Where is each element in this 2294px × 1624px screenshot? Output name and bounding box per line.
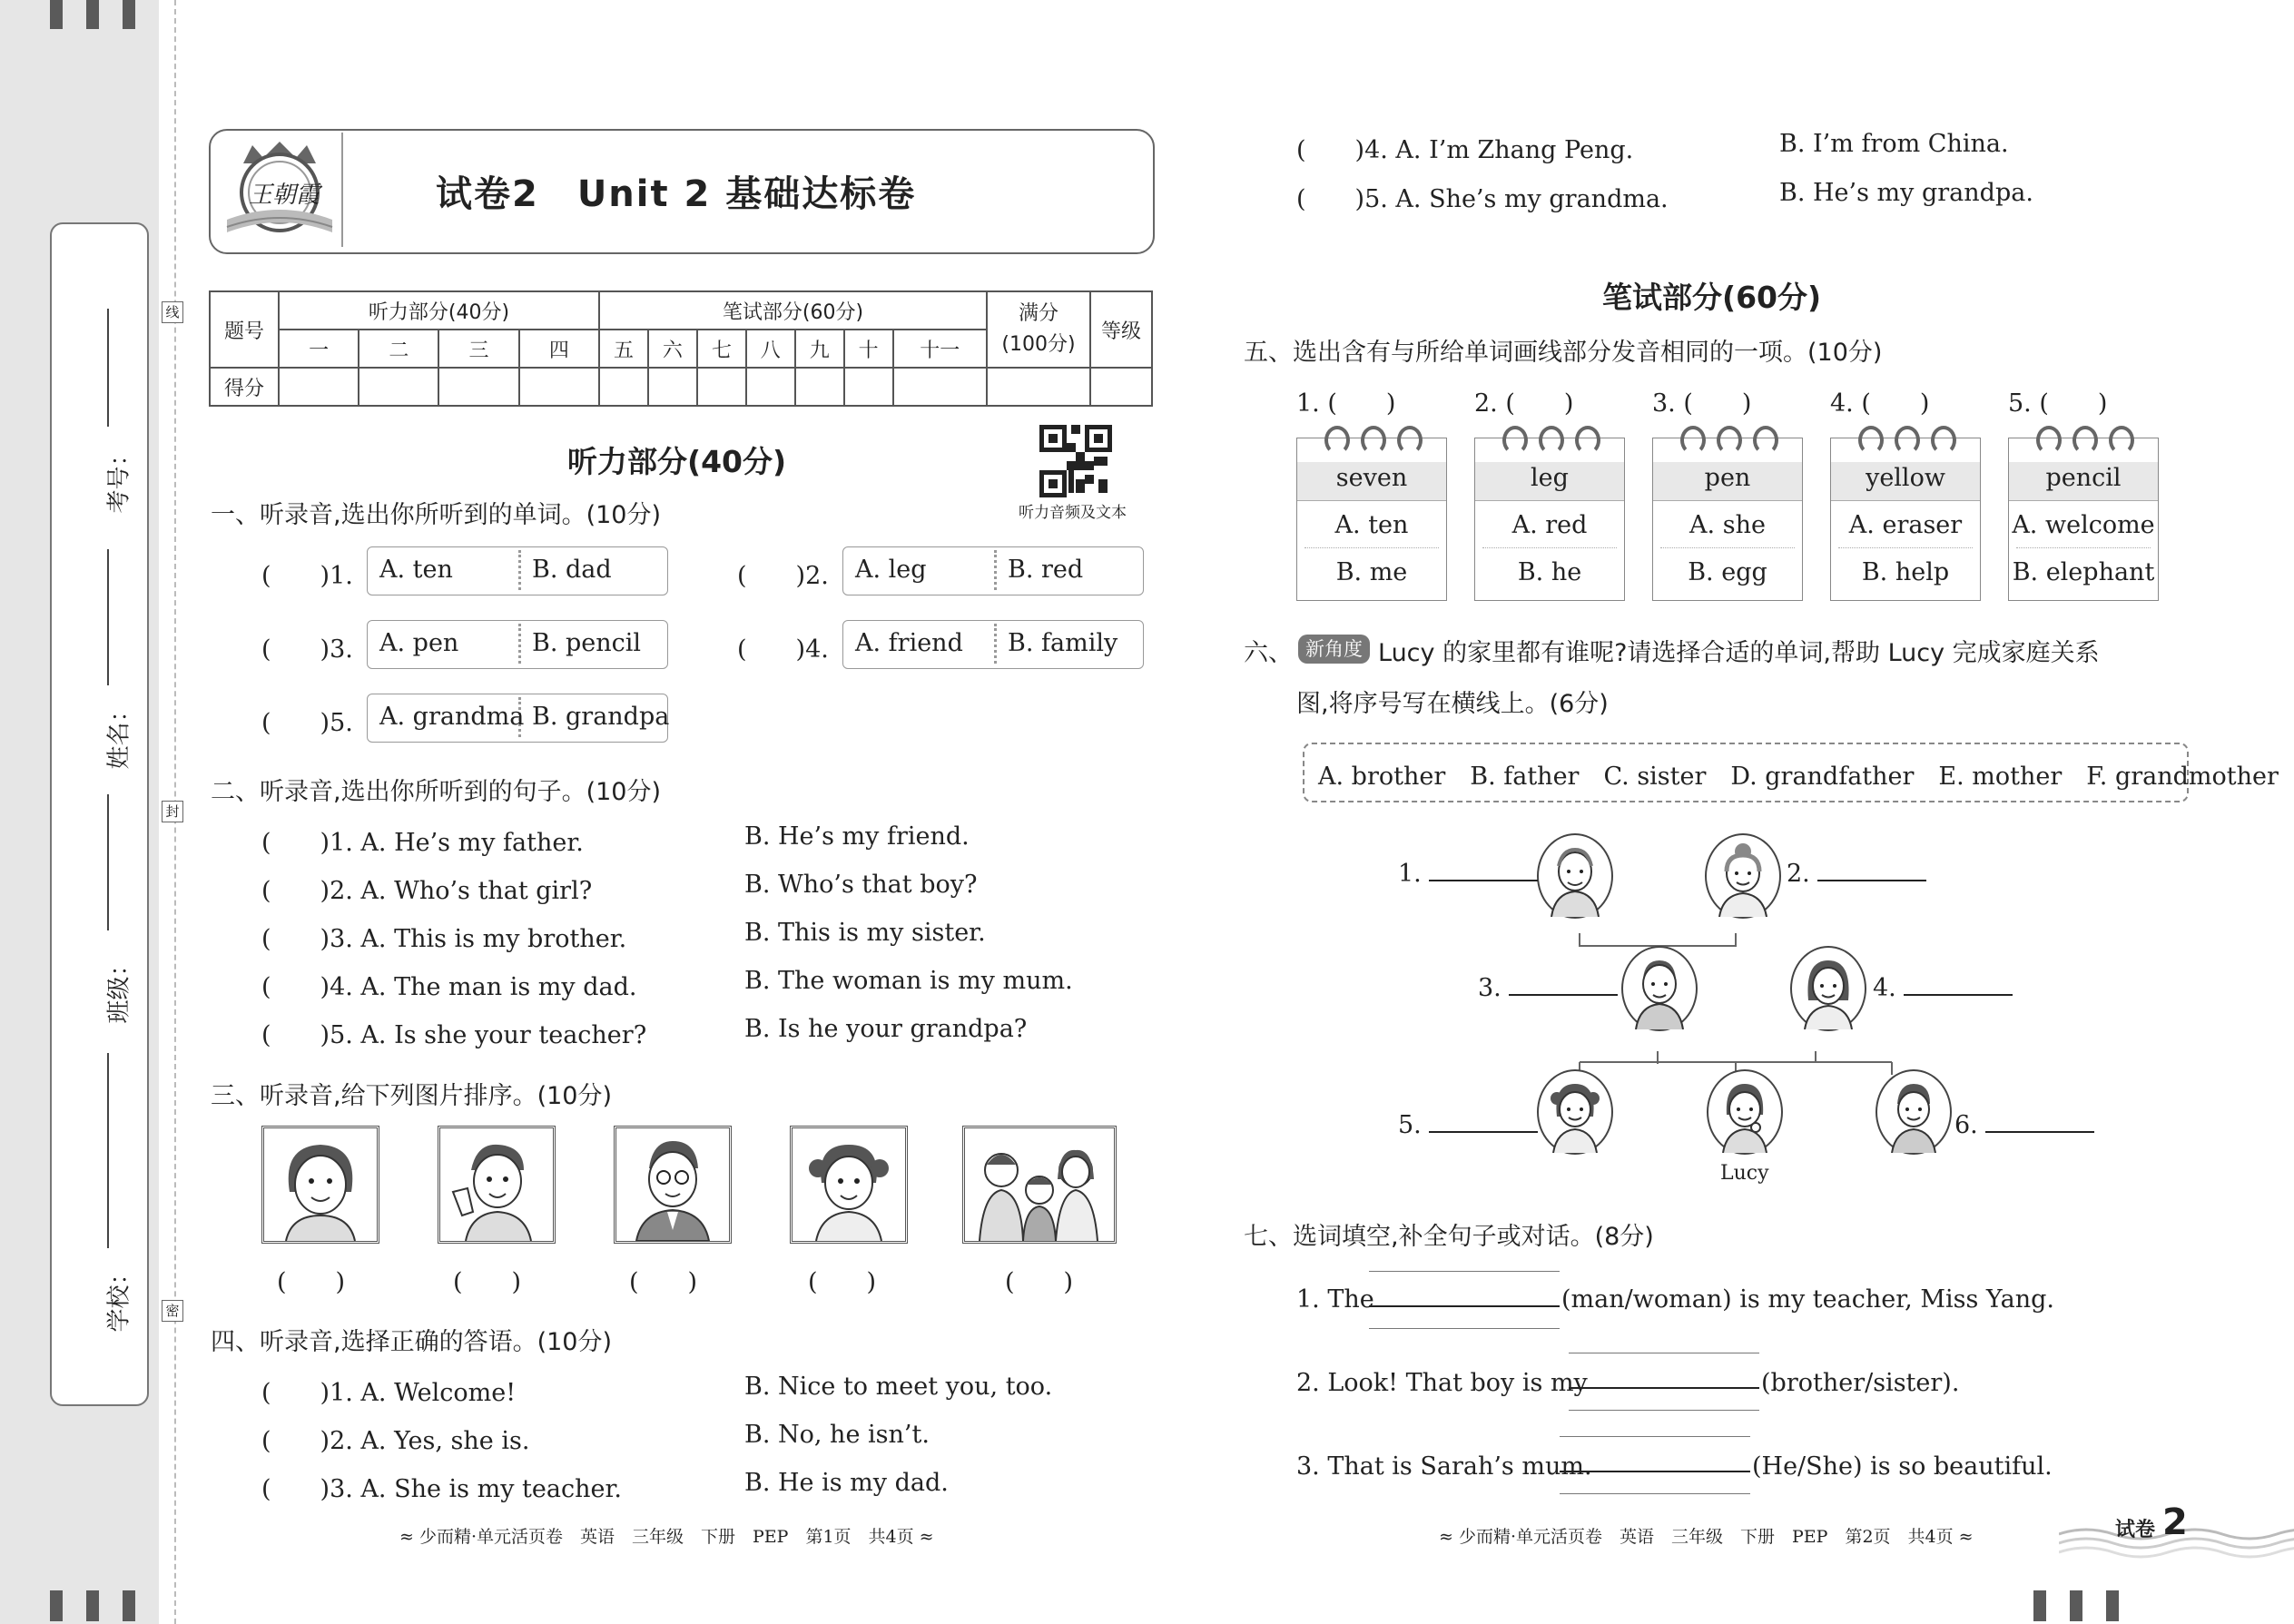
q4-option-a[interactable]: ( )4. A. I’m Zhang Peng.	[1296, 136, 1634, 164]
qnum-cell: 八	[746, 330, 795, 368]
qr-caption: 听力音频及文本	[1019, 504, 1127, 522]
tick-mark	[86, 0, 99, 29]
q2-option-a[interactable]: ( )3. A. This is my brother.	[261, 925, 627, 953]
q5-title: 五、选出含有与所给单词画线部分发音相同的一项。(10分)	[1244, 339, 1883, 367]
school-line[interactable]	[107, 1053, 109, 1248]
q5-bracket[interactable]: 5. ( )	[2008, 389, 2108, 418]
answer-blank[interactable]	[1429, 1131, 1538, 1133]
q7-answer-line[interactable]	[1369, 1305, 1560, 1307]
option-divider	[994, 550, 997, 590]
qnum-cell: 六	[648, 330, 697, 368]
card-word: leg	[1531, 464, 1569, 492]
q1-option-a[interactable]: A. grandma	[379, 703, 525, 731]
lucy-portrait	[1707, 1069, 1783, 1155]
tree-label-1	[1398, 860, 1538, 888]
q2-option-b[interactable]: B. The woman is my mum.	[744, 967, 1073, 995]
tree-num: 6.	[1954, 1111, 1978, 1139]
score-input-cell[interactable]	[438, 368, 518, 406]
grade-input-cell[interactable]	[1090, 368, 1152, 406]
card-option-b[interactable]: B. egg	[1688, 558, 1767, 586]
q1-item-num: ( )2.	[737, 562, 829, 590]
q7-writing-lines	[1560, 1436, 1750, 1494]
tick-mark	[50, 1590, 63, 1621]
option-divider	[518, 550, 521, 590]
q5-bracket[interactable]: 3. ( )	[1652, 389, 1752, 418]
full-marks-value: (100分)	[1001, 333, 1076, 356]
ring-icon	[2072, 426, 2098, 455]
answer-blank[interactable]	[1429, 880, 1538, 881]
qnum-cell: 十一	[893, 330, 987, 368]
phonics-card	[1830, 438, 1981, 601]
card-option-a[interactable]: A. red	[1511, 511, 1588, 539]
tick-mark	[2070, 1590, 2082, 1621]
qnum-cell: 十	[844, 330, 893, 368]
tree-num: 1.	[1398, 860, 1422, 888]
q7-writing-lines	[1369, 1271, 1560, 1329]
father-icon	[1623, 948, 1696, 1029]
picture-woman	[261, 1126, 379, 1244]
card-option-a[interactable]: A. welcome	[2012, 511, 2155, 539]
grandfather-portrait	[1537, 833, 1613, 919]
title-divider	[341, 133, 343, 247]
total-input-cell[interactable]	[987, 368, 1090, 406]
phonics-card	[1652, 438, 1803, 601]
q3-title: 三、听录音,给下列图片排序。(10分)	[211, 1082, 613, 1110]
defen-cell: 得分	[210, 368, 279, 406]
q4-title: 四、听录音,选择正确的答语。(10分)	[211, 1328, 613, 1356]
q7-item-post: (brother/sister).	[1761, 1369, 1960, 1397]
q1-option-a[interactable]: A. pen	[379, 629, 459, 657]
tree-num: 3.	[1478, 974, 1501, 1002]
q2-option-b[interactable]: B. Is he your grandpa?	[744, 1015, 1028, 1043]
q3-bracket[interactable]: ( )	[277, 1268, 346, 1296]
woman-icon	[264, 1128, 377, 1241]
kaohao-line[interactable]	[107, 309, 109, 427]
boy-icon	[440, 1128, 553, 1241]
q1-option-a[interactable]: A. ten	[379, 556, 453, 584]
phonics-card	[1296, 438, 1447, 601]
score-input-cell[interactable]	[844, 368, 893, 406]
grandmother-portrait	[1705, 833, 1781, 919]
answer-blank[interactable]	[1817, 880, 1926, 881]
mother-icon	[1792, 948, 1865, 1029]
q1-option-b[interactable]: B. dad	[532, 556, 612, 584]
q2-option-a[interactable]: ( )2. A. Who’s that girl?	[261, 877, 593, 905]
ring-icon	[1931, 426, 1956, 455]
writing-header-cell: 笔试部分(60分)	[599, 291, 987, 330]
card-option-b[interactable]: B. me	[1335, 558, 1408, 586]
q7-item-post: (man/woman) is my teacher, Miss Yang.	[1561, 1285, 2054, 1314]
new-angle-badge: 新角度	[1298, 635, 1370, 664]
qr-code-icon[interactable]	[1039, 425, 1112, 497]
q1-title: 一、听录音,选出你所听到的单词。(10分)	[211, 501, 662, 529]
score-input-cell[interactable]	[795, 368, 844, 406]
tree-label-5	[1398, 1111, 1538, 1139]
qnum-cell: 四	[519, 330, 599, 368]
sister-icon	[1539, 1071, 1611, 1153]
picture-boy-waving	[438, 1126, 556, 1244]
ring-icon	[1895, 426, 1920, 455]
card-option-b[interactable]: B. help	[1861, 558, 1950, 586]
school-label: 学校：	[105, 1261, 133, 1333]
left-footer: ≈ 少而精·单元活页卷 英语 三年级 下册 PEP 第1页 共4页 ≈	[399, 1527, 934, 1547]
class-line[interactable]	[107, 794, 109, 930]
q5-bracket[interactable]: 4. ( )	[1830, 389, 1930, 418]
q4-option-a[interactable]: ( )2. A. Yes, she is.	[261, 1427, 530, 1455]
q4-option-a[interactable]: ( )5. A. She’s my grandma.	[1296, 185, 1669, 213]
seal-mark-xian: 线	[162, 301, 183, 323]
tick-mark	[123, 1590, 135, 1621]
q1-option-a[interactable]: A. friend	[855, 629, 963, 657]
option-divider	[518, 624, 521, 664]
class-label: 班级：	[105, 952, 133, 1024]
q1-option-b[interactable]: B. family	[1008, 629, 1118, 657]
ring-icon	[2109, 426, 2134, 455]
score-input-cell[interactable]	[359, 368, 438, 406]
page-title: 试卷2 Unit 2 基础达标卷	[436, 173, 917, 215]
tihao-cell: 题号	[210, 291, 279, 368]
ring-icon	[1502, 426, 1528, 455]
q1-item-num: ( )4.	[737, 635, 829, 664]
ring-icon	[1717, 426, 1742, 455]
sister-portrait	[1537, 1069, 1613, 1155]
picture-girl	[790, 1126, 908, 1244]
q3-bracket[interactable]: ( )	[629, 1268, 698, 1296]
q6-title: Lucy 的家里都有谁呢?请选择合适的单词,帮助 Lucy 完成家庭关系	[1378, 639, 2100, 667]
q6-prefix: 六、	[1244, 639, 1293, 667]
page-tag: 试卷	[2115, 1519, 2156, 1541]
tick-mark	[2033, 1590, 2046, 1621]
brother-icon	[1877, 1071, 1950, 1153]
ring-icon	[1753, 426, 1778, 455]
answer-blank[interactable]	[1509, 994, 1618, 996]
q2-option-b[interactable]: B. This is my sister.	[744, 919, 986, 947]
q7-item-post: (He/She) is so beautiful.	[1752, 1452, 2053, 1481]
q7-item-pre: 1. The	[1296, 1285, 1374, 1314]
card-word: pen	[1704, 464, 1751, 492]
q4-option-b[interactable]: B. He is my dad.	[744, 1469, 949, 1497]
picture-man-glasses	[614, 1126, 732, 1244]
girl-icon	[793, 1128, 905, 1241]
q2-option-b[interactable]: B. He’s my friend.	[744, 822, 970, 851]
qnum-cell: 九	[795, 330, 844, 368]
q4-option-b[interactable]: B. I’m from China.	[1779, 130, 2009, 158]
qnum-cell: 二	[359, 330, 438, 368]
card-option-a[interactable]: A. she	[1689, 511, 1766, 539]
q4-option-b[interactable]: B. No, he isn’t.	[744, 1421, 930, 1449]
tree-label-3	[1478, 974, 1618, 1002]
card-option-a[interactable]: A. eraser	[1848, 511, 1963, 539]
picture-family	[962, 1126, 1117, 1244]
q1-item-num: ( )3.	[261, 635, 353, 664]
ring-icon	[1575, 426, 1600, 455]
q1-item-num: ( )5.	[261, 709, 353, 737]
mother-portrait	[1790, 946, 1866, 1031]
tick-mark	[86, 1590, 99, 1621]
seal-mark-feng: 封	[162, 801, 183, 822]
card-option-a[interactable]: A. ten	[1334, 511, 1409, 539]
ring-icon	[1680, 426, 1706, 455]
page-number: 2	[2162, 1501, 2188, 1543]
q2-option-a[interactable]: ( )5. A. Is she your teacher?	[261, 1021, 647, 1049]
q6-title-cont: 图,将序号写在横线上。(6分)	[1296, 690, 1609, 718]
ring-icon	[2036, 426, 2062, 455]
student-info-card	[50, 222, 149, 1406]
tree-num: 5.	[1398, 1111, 1422, 1139]
q1-option-a[interactable]: A. leg	[855, 556, 927, 584]
card-option-b[interactable]: B. he	[1517, 558, 1582, 586]
q3-bracket[interactable]: ( )	[808, 1268, 877, 1296]
qnum-cell: 一	[279, 330, 359, 368]
tick-mark	[2106, 1590, 2119, 1621]
q1-item-num: ( )1.	[261, 562, 353, 590]
score-input-cell[interactable]	[599, 368, 648, 406]
full-marks-label: 满分	[1018, 302, 1058, 325]
score-input-cell[interactable]	[519, 368, 599, 406]
lucy-label: Lucy	[1720, 1162, 1769, 1185]
tree-label-4	[1873, 974, 2013, 1002]
family-icon	[965, 1128, 1114, 1241]
card-word: seven	[1335, 464, 1408, 492]
score-input-cell[interactable]	[648, 368, 697, 406]
qnum-cell: 七	[697, 330, 746, 368]
answer-blank[interactable]	[1904, 994, 2013, 996]
q3-bracket[interactable]: ( )	[453, 1268, 522, 1296]
logo-lettering: 王朝霞	[249, 182, 320, 209]
phonics-card	[2008, 438, 2159, 601]
score-input-cell[interactable]	[697, 368, 746, 406]
ring-icon	[1858, 426, 1884, 455]
q1-option-b[interactable]: B. grandpa	[532, 703, 670, 731]
q7-title: 七、选词填空,补全句子或对话。(8分)	[1244, 1223, 1654, 1251]
q5-bracket[interactable]: 2. ( )	[1474, 389, 1574, 418]
option-divider	[994, 624, 997, 664]
score-table	[209, 290, 1153, 407]
grade-cell: 等级	[1090, 291, 1152, 368]
name-line[interactable]	[107, 549, 109, 685]
father-portrait	[1621, 946, 1698, 1031]
tree-label-6	[1954, 1111, 2094, 1139]
score-input-cell[interactable]	[893, 368, 987, 406]
q4-option-b[interactable]: B. Nice to meet you, too.	[744, 1373, 1053, 1401]
listening-header-cell: 听力部分(40分)	[279, 291, 599, 330]
kaohao-label: 考号：	[105, 442, 133, 514]
q7-writing-lines	[1569, 1353, 1759, 1411]
score-input-cell[interactable]	[279, 368, 359, 406]
tree-num: 4.	[1873, 974, 1896, 1002]
ring-icon	[1539, 426, 1564, 455]
score-input-cell[interactable]	[746, 368, 795, 406]
q7-item-pre: 2. Look! That boy is my	[1296, 1369, 1588, 1397]
q2-title: 二、听录音,选出你所听到的句子。(10分)	[211, 778, 662, 806]
phonics-card	[1474, 438, 1625, 601]
q3-bracket[interactable]: ( )	[1005, 1268, 1074, 1296]
right-footer: ≈ 少而精·单元活页卷 英语 三年级 下册 PEP 第2页 共4页 ≈	[1439, 1527, 1974, 1547]
q5-bracket[interactable]: 1. ( )	[1296, 389, 1396, 418]
full-marks-cell	[987, 291, 1090, 368]
lucy-icon	[1708, 1071, 1781, 1153]
qnum-cell: 三	[438, 330, 518, 368]
q2-option-b[interactable]: B. Who’s that boy?	[744, 871, 978, 899]
q2-option-a[interactable]: ( )1. A. He’s my father.	[261, 829, 584, 857]
writing-section-title: 笔试部分(60分)	[1602, 280, 1822, 315]
q1-option-b[interactable]: B. pencil	[532, 629, 642, 657]
word-bank: A. brother B. father C. sister D. grandfather E. mother F. grandmother	[1318, 763, 2279, 791]
man-icon	[616, 1128, 729, 1241]
q4-option-b[interactable]: B. He’s my grandpa.	[1779, 179, 2033, 207]
qnum-cell: 五	[599, 330, 648, 368]
q2-option-a[interactable]: ( )4. A. The man is my dad.	[261, 973, 637, 1001]
tick-mark	[50, 0, 63, 29]
tick-mark	[123, 0, 135, 29]
q7-answer-line[interactable]	[1569, 1387, 1759, 1389]
card-option-b[interactable]: B. elephant	[2012, 558, 2155, 586]
grandfather-icon	[1539, 835, 1611, 917]
card-word: pencil	[2045, 464, 2122, 492]
ring-icon	[1324, 426, 1350, 455]
q7-answer-line[interactable]	[1560, 1471, 1750, 1472]
q4-option-a[interactable]: ( )3. A. She is my teacher.	[261, 1475, 622, 1503]
tree-num: 2.	[1787, 860, 1810, 888]
brother-portrait	[1876, 1069, 1952, 1155]
grandmother-icon	[1707, 835, 1779, 917]
q7-item-pre: 3. That is Sarah’s mum.	[1296, 1452, 1592, 1481]
name-label: 姓名：	[105, 698, 133, 770]
ring-icon	[1397, 426, 1423, 455]
listening-section-title: 听力部分(40分)	[567, 444, 787, 479]
answer-blank[interactable]	[1985, 1131, 2094, 1133]
ring-icon	[1361, 426, 1386, 455]
seal-mark-mi: 密	[162, 1300, 183, 1322]
q4-option-a[interactable]: ( )1. A. Welcome!	[261, 1379, 517, 1407]
q1-option-b[interactable]: B. red	[1008, 556, 1084, 584]
tree-label-2	[1787, 860, 1926, 888]
card-word: yellow	[1866, 464, 1945, 492]
